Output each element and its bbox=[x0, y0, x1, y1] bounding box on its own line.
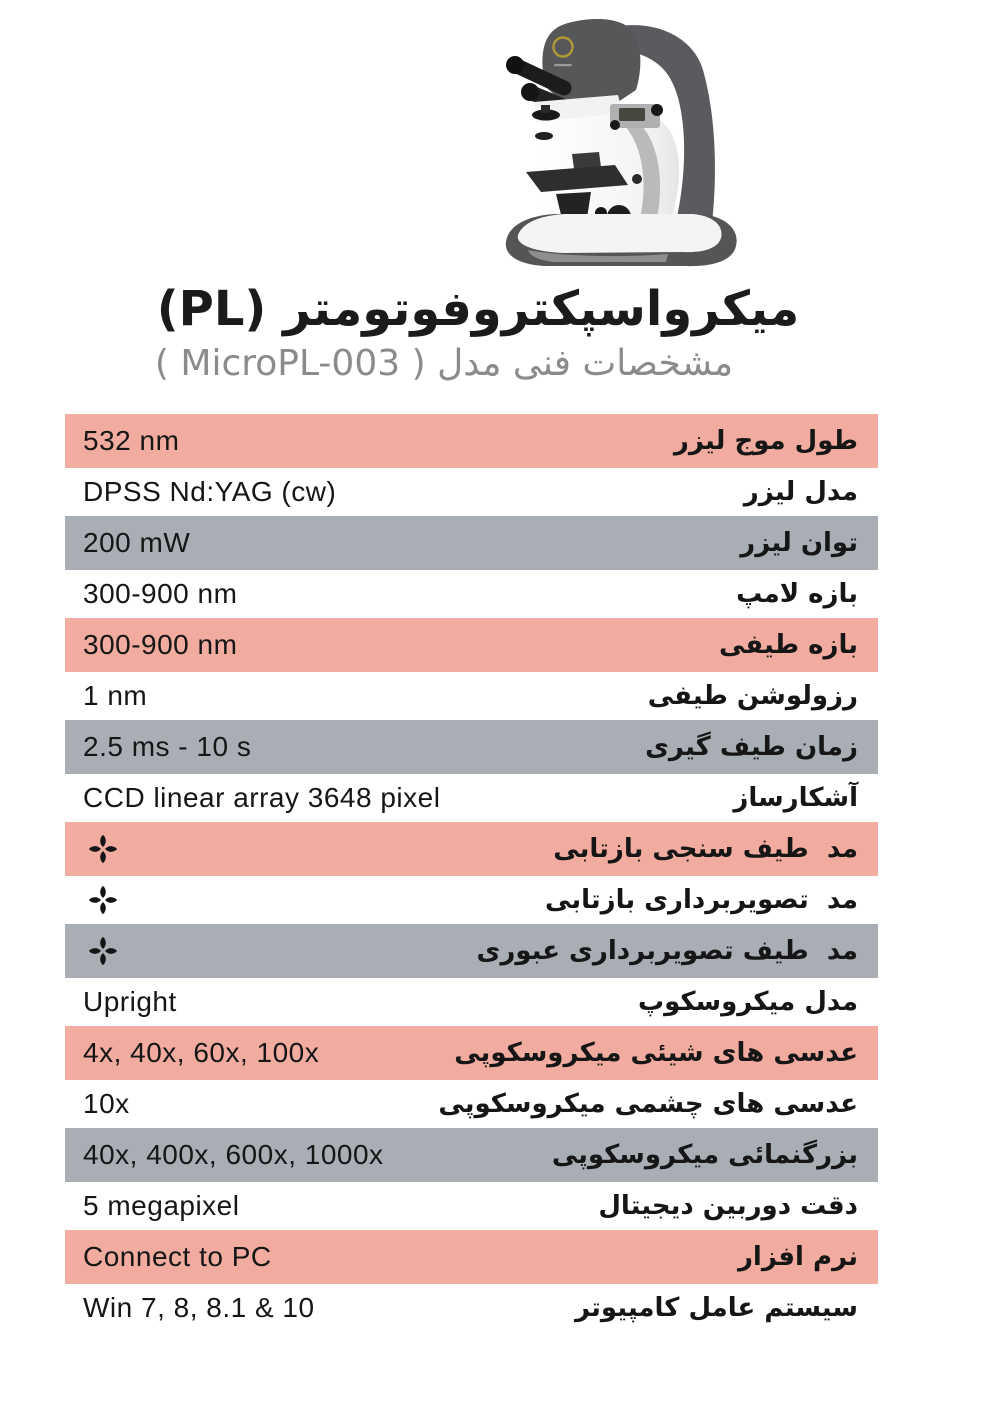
spec-label: توان لیزر bbox=[740, 527, 858, 558]
four-petal-asterisk-icon bbox=[87, 833, 119, 865]
spec-row bbox=[65, 774, 878, 822]
spec-label: مد طیف سنجی بازتابی bbox=[553, 833, 858, 864]
spec-value: 2.5 ms - 10 s bbox=[83, 730, 252, 762]
spec-value: CCD linear array 3648 pixel bbox=[83, 781, 441, 813]
spec-label: عدسی های شیئی میکروسکوپی bbox=[454, 1037, 858, 1068]
spec-value bbox=[65, 833, 553, 865]
spec-row bbox=[65, 414, 878, 468]
spec-value: 532 nm bbox=[83, 424, 180, 456]
spec-value: 5 megapixel bbox=[83, 1189, 240, 1221]
spec-label: عدسی های چشمی میکروسکوپی bbox=[438, 1088, 858, 1119]
spec-label: رزولوشن طیفی bbox=[647, 680, 858, 711]
spec-row bbox=[65, 1182, 878, 1230]
spec-value: 300-900 nm bbox=[83, 577, 238, 609]
spec-row bbox=[65, 978, 878, 1026]
spec-label: بازه طیفی bbox=[718, 629, 858, 660]
spec-label: طول موج لیزر bbox=[673, 425, 858, 456]
spec-row bbox=[65, 1026, 878, 1080]
spec-value: 40x, 400x, 600x, 1000x bbox=[83, 1138, 384, 1170]
spec-row bbox=[65, 876, 878, 924]
spec-value: Connect to PC bbox=[83, 1240, 272, 1272]
spec-value: 200 mW bbox=[83, 526, 191, 558]
page-title: میکرواسپکتروفوتومتر (PL) bbox=[156, 281, 800, 337]
spec-row bbox=[65, 924, 878, 978]
spec-label: نرم افزار bbox=[737, 1241, 858, 1272]
four-petal-asterisk-icon bbox=[87, 884, 119, 916]
spec-label: مدل میکروسکوپ bbox=[637, 986, 858, 1017]
spec-row bbox=[65, 672, 878, 720]
spec-row bbox=[65, 516, 878, 570]
microscope-image bbox=[468, 4, 768, 274]
spec-table bbox=[65, 414, 878, 1332]
spec-row bbox=[65, 1230, 878, 1284]
spec-value: Upright bbox=[83, 985, 177, 1017]
spec-value: Win 7, 8, 8.1 & 10 bbox=[83, 1291, 315, 1323]
spec-row bbox=[65, 1128, 878, 1182]
spec-row bbox=[65, 570, 878, 618]
spec-label: مدل لیزر bbox=[743, 476, 858, 507]
spec-value: DPSS Nd:YAG (cw) bbox=[83, 475, 337, 507]
spec-value: 1 nm bbox=[83, 679, 148, 711]
page-subtitle: مشخصات فنی مدل ( MicroPL-003 ) bbox=[154, 343, 734, 385]
spec-row bbox=[65, 720, 878, 774]
spec-row bbox=[65, 1284, 878, 1332]
spec-label: سیستم عامل کامپیوتر bbox=[574, 1292, 858, 1323]
four-petal-asterisk-icon bbox=[87, 935, 119, 967]
spec-label: آشکارساز bbox=[733, 782, 858, 813]
spec-label: بازه لامپ bbox=[736, 578, 858, 609]
spec-row bbox=[65, 618, 878, 672]
spec-label: مد تصویربرداری بازتابی bbox=[545, 884, 858, 915]
spec-label: مد طیف تصویربرداری عبوری bbox=[476, 935, 858, 966]
spec-value: 10x bbox=[83, 1087, 130, 1119]
spec-label: زمان طیف گیری bbox=[645, 731, 858, 762]
spec-row bbox=[65, 822, 878, 876]
spec-value: 300-900 nm bbox=[83, 628, 238, 660]
spec-label: دقت دوربین دیجیتال bbox=[598, 1190, 858, 1221]
hero-area bbox=[0, 0, 992, 280]
spec-value bbox=[65, 884, 545, 916]
spec-row bbox=[65, 1080, 878, 1128]
spec-label: بزرگنمائی میکروسکوپی bbox=[551, 1139, 858, 1170]
spec-value: 4x, 40x, 60x, 100x bbox=[83, 1036, 320, 1068]
spec-row bbox=[65, 468, 878, 516]
spec-value bbox=[65, 935, 477, 967]
